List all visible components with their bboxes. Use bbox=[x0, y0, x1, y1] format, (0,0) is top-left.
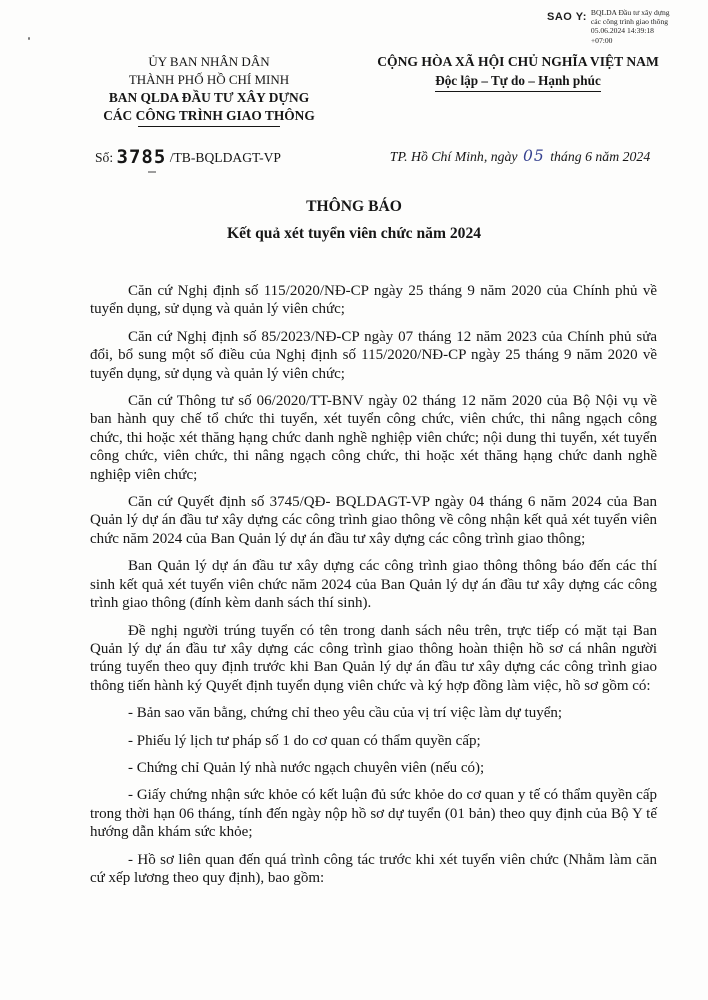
document-title-block bbox=[0, 198, 708, 243]
document-body bbox=[90, 282, 657, 896]
org-name-line-1: BAN QLDA ĐẦU TƯ XÂY DỰNG bbox=[108, 90, 310, 105]
doc-number-prefix: Số: bbox=[95, 150, 114, 165]
list-item-document-4: - Giấy chứng nhận sức khỏe có kết luận đủ sức khỏe do cơ quan y tế có thẩm quyền cấp trong thời hạn 06 tháng, tính đến ngày nộp hồ sơ dự tuyển (01 bản) theo quy định của Bộ Y tế hướng dẫn khám sức khỏe; bbox=[90, 787, 657, 841]
sao-y-label: SAO Y: bbox=[547, 11, 587, 23]
paragraph-instructions: Đề nghị người trúng tuyển có tên trong danh sách nêu trên, trực tiếp có mặt tại Ban Quản lý dự án đầu tư xây dựng các công trình giao thông hoàn thiện hồ sơ cá nhân người trúng tuyển theo quy định trước khi Ban Quản lý dự án đầu tư xây dựng các công trình giao thông tiến hành ký Quyết định tuyển dụng viên chức và ký hợp đồng làm việc, hồ sơ gồm có: bbox=[90, 622, 657, 694]
document-number-line bbox=[95, 146, 281, 168]
paragraph-legal-basis-4: Căn cứ Quyết định số 3745/QĐ- BQLDAGT-VP ngày 04 tháng 6 năm 2024 của Ban Quản lý dự án đầu tư xây dựng các công trình giao thông về công nhận kết quả xét tuyển viên chức năm 2024 của Ban Quản lý dự án đầu tư xây dựng các công trình giao thông; bbox=[90, 494, 657, 547]
doc-number-stamped: 3785 bbox=[116, 146, 167, 168]
digital-copy-stamp bbox=[547, 8, 705, 45]
org-name-underline bbox=[138, 126, 280, 127]
org-name-line-2: CÁC CÔNG TRÌNH GIAO THÔNG bbox=[103, 108, 315, 123]
stamp-datetime: 05.06.2024 14:39:18 bbox=[590, 26, 654, 36]
stamp-signer-info bbox=[591, 8, 670, 45]
issuing-org-block bbox=[60, 53, 358, 127]
place-date-line bbox=[352, 147, 688, 165]
org-parent-line-1: ỦY BAN NHÂN DÂN bbox=[148, 54, 270, 69]
nation-title: CỘNG HÒA XÃ HỘI CHỦ NGHĨA VIỆT NAM bbox=[377, 54, 659, 69]
date-prefix: TP. Hồ Chí Minh, ngày bbox=[389, 149, 518, 164]
date-suffix: tháng 6 năm 2024 bbox=[550, 149, 651, 164]
document-type-title: THÔNG BÁO bbox=[306, 198, 402, 215]
list-item-document-1: - Bản sao văn bằng, chứng chỉ theo yêu cầu của vị trí việc làm dự tuyển; bbox=[128, 705, 563, 722]
scan-artifact-dot bbox=[28, 37, 30, 40]
paragraph-legal-basis-1: Căn cứ Nghị định số 115/2020/NĐ-CP ngày 25 tháng 9 năm 2020 của Chính phủ về tuyển dụng, sử dụng và quản lý viên chức; bbox=[90, 283, 657, 318]
paragraph-legal-basis-3: Căn cứ Thông tư số 06/2020/TT-BNV ngày 02 tháng 12 năm 2020 của Bộ Nội vụ về ban hành quy chế tổ chức thi tuyển, xét tuyển công chức, viên chức, thi nâng ngạch công chức, thi hoặc xét thăng hạng chức danh nghề nghiệp viên chức; nội dung thi tuyển, xét tuyển công chức, viên chức, thi nâng ngạch công chức, thi hoặc xét thăng hạng chức danh nghề nghiệp viên chức; bbox=[90, 393, 657, 483]
org-parent-line-2: THÀNH PHỐ HỒ CHÍ MINH bbox=[128, 72, 290, 87]
paragraph-announcement: Ban Quản lý dự án đầu tư xây dựng các công trình giao thông thông báo đến các thí sinh kết quả xét tuyển viên chức năm 2024 của Ban Quản lý dự án đầu tư xây dựng các công trình giao thông (đính kèm danh sách thí sinh). bbox=[90, 558, 657, 612]
scan-artifact-dash bbox=[148, 171, 156, 173]
stamp-org-line-2: các công trình giao thông bbox=[590, 17, 669, 27]
list-item-document-3: - Chứng chỉ Quản lý nhà nước ngạch chuyên viên (nếu có); bbox=[128, 759, 485, 776]
paragraph-legal-basis-2: Căn cứ Nghị định số 85/2023/NĐ-CP ngày 07 tháng 12 năm 2023 của Chính phủ sửa đổi, bổ sung một số điều của Nghị định số 115/2020/NĐ-CP ngày 25 tháng 9 năm 2020 về tuyển dụng, sử dụng và quản lý viên chức; bbox=[90, 328, 657, 382]
doc-number-suffix: /TB-BQLDAGT-VP bbox=[169, 150, 281, 165]
nation-motto: Độc lập – Tự do – Hạnh phúc bbox=[435, 72, 601, 92]
document-subject-title: Kết quả xét tuyển viên chức năm 2024 bbox=[226, 225, 482, 242]
stamp-timezone: +07:00 bbox=[590, 35, 613, 45]
handwritten-day: 05 bbox=[523, 147, 545, 165]
list-item-document-2: - Phiếu lý lịch tư pháp số 1 do cơ quan có thẩm quyền cấp; bbox=[128, 732, 481, 749]
national-header-block bbox=[346, 53, 690, 92]
stamp-org-line-1: BQLDA Đầu tư xây dựng bbox=[590, 8, 670, 17]
list-item-document-5: - Hồ sơ liên quan đến quá trình công tác trước khi xét tuyển viên chức (Nhằm làm căn cứ xếp lương theo quy định), bao gồm: bbox=[90, 851, 657, 886]
